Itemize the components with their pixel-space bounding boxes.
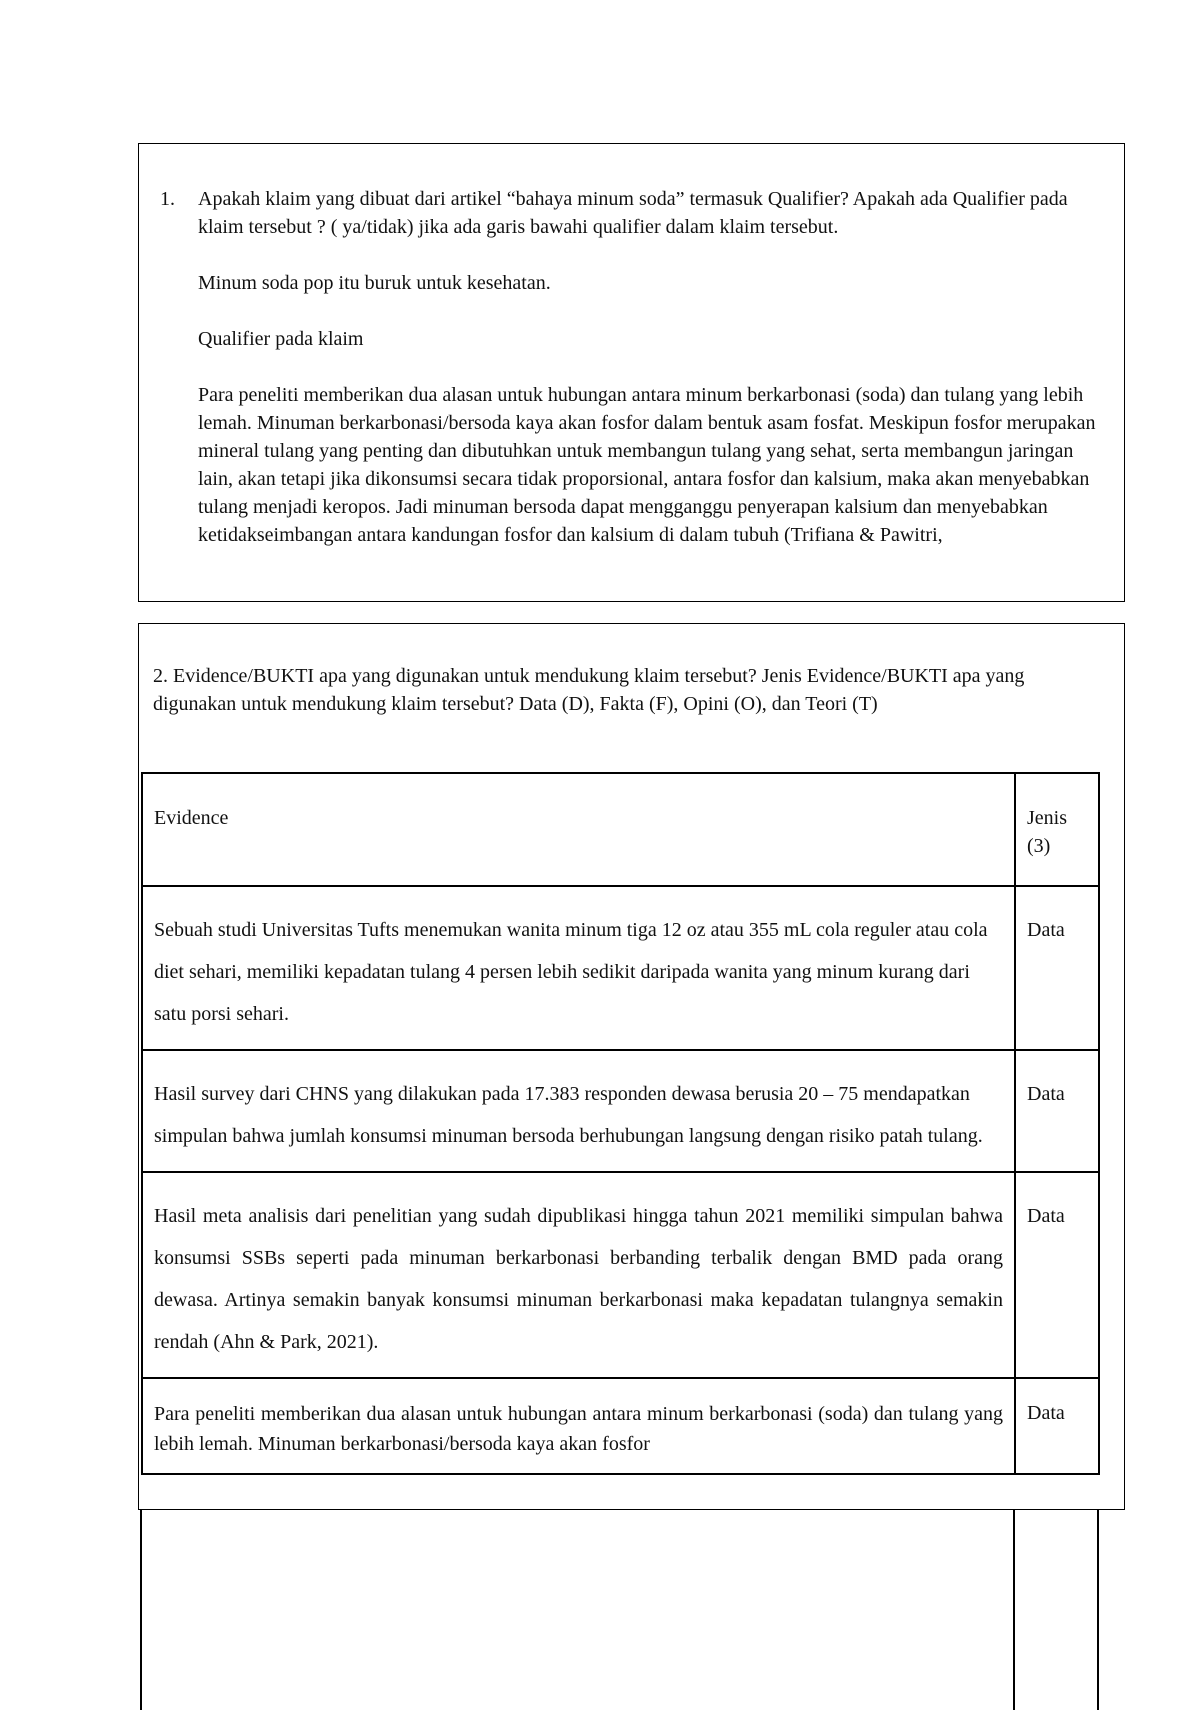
table-continuation (140, 1510, 1099, 1710)
question-1-number: 1. (160, 188, 175, 210)
jenis-cell: Data (1015, 886, 1099, 1050)
claim-text: Minum soda pop itu buruk untuk kesehatan. (198, 272, 551, 294)
evidence-table (141, 772, 1100, 1475)
question-1-text: Apakah klaim yang dibuat dari artikel “bahaya minum soda” termasuk Qualifier? Apakah ada Qualifier pada klaim tersebut ? ( ya/tidak) jika ada garis bawahi qualifier dalam klaim tersebut. (198, 188, 1068, 238)
evidence-cell: Hasil survey dari CHNS yang dilakukan pada 17.383 responden dewasa berusia 20 – 75 mendapatkan simpulan bahwa jumlah konsumsi minuman bersoda berhubungan langsung dengan risiko patah tulang. (142, 1050, 1015, 1172)
question-1-box (138, 143, 1125, 602)
table-header-row (142, 773, 1099, 886)
table-row (142, 1050, 1099, 1172)
evidence-cell: Hasil meta analisis dari penelitian yang sudah dipublikasi hingga tahun 2021 memiliki simpulan bahwa konsumsi SSBs seperti pada minuman berkarbonasi berbanding terbalik dengan BMD pada orang dewasa. Artinya semakin banyak konsumsi minuman berkarbonasi maka kepadatan tulangnya semakin rendah (Ahn & Park, 2021). (142, 1172, 1015, 1378)
jenis-cell: Data (1015, 1172, 1099, 1378)
evidence-cell: Sebuah studi Universitas Tufts menemukan wanita minum tiga 12 oz atau 355 mL cola reguler atau cola diet sehari, memiliki kepadatan tulang 4 persen lebih sedikit daripada wanita yang minum kurang dari satu porsi sehari. (142, 886, 1015, 1050)
table-row (142, 886, 1099, 1050)
question-2-box (138, 623, 1125, 1510)
qualifier-label: Qualifier pada klaim (198, 328, 364, 350)
column-divider (1013, 1510, 1015, 1710)
table-row (142, 1172, 1099, 1378)
table-row (142, 1378, 1099, 1474)
qualifier-explanation: Para peneliti memberikan dua alasan untuk hubungan antara minum berkarbonasi (soda) dan tulang yang lebih lemah. Minuman berkarbonasi/bersoda kaya akan fosfor dalam bentuk asam fosfat. Meskipun fosfor merupakan mineral tulang yang penting dan dibutuhkan untuk membangun tulang yang sehat, serta membangun jaringan lain, akan tetapi jika dikonsumsi secara tidak proporsional, antara fosfor dan kalsium, maka akan menyebabkan tulang menjadi keropos. Jadi minuman bersoda dapat mengganggu penyerapan kalsium dan menyebabkan ketidakseimbangan antara kandungan fosfor dan kalsium di dalam tubuh (Trifiana & Pawitri, (198, 384, 1096, 546)
question-2-text: 2. Evidence/BUKTI apa yang digunakan untuk mendukung klaim tersebut? Jenis Evidence/BUKTI apa yang digunakan untuk mendukung klaim tersebut? Data (D), Fakta (F), Opini (O), dan Teori (T) (153, 665, 1025, 715)
header-jenis: Jenis (3) (1015, 773, 1099, 886)
header-evidence: Evidence (142, 773, 1015, 886)
question-1 (160, 185, 1110, 549)
question-2 (153, 662, 1103, 718)
evidence-cell: Para peneliti memberikan dua alasan untuk hubungan antara minum berkarbonasi (soda) dan tulang yang lebih lemah. Minuman berkarbonasi/bersoda kaya akan fosfor (142, 1378, 1015, 1474)
jenis-cell: Data (1015, 1378, 1099, 1474)
jenis-cell: Data (1015, 1050, 1099, 1172)
